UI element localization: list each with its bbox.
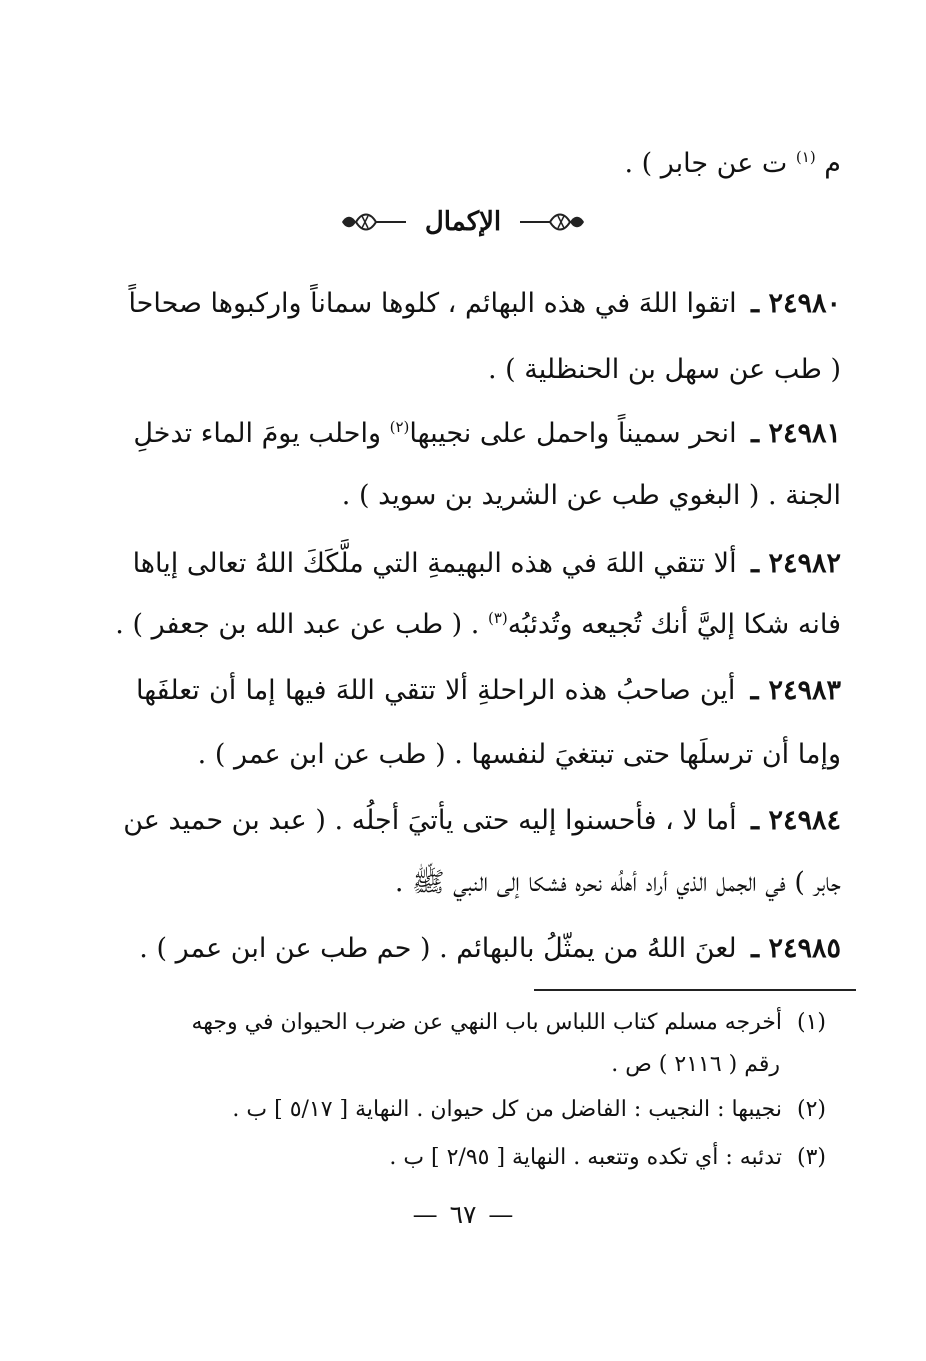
entry-text: لعنَ اللهُ من يمثّلُ بالبهائم . ( حم طب عن ابن عمر ) . <box>139 933 737 964</box>
continuation-marker: م <box>824 148 841 179</box>
footnote-separator <box>534 989 856 991</box>
entry-text: الجنة . ( البغوي طب عن الشريد بن سويد ) . <box>341 480 841 511</box>
entry-number: ٢٤٩٨٢ ـ <box>751 548 841 579</box>
entry-24980-line-1 <box>128 284 841 324</box>
entry-24981-line-1 <box>133 414 841 454</box>
entry-text: فانه شكا إليَّ أنك تُجيعه وتُدئبُه <box>507 609 841 640</box>
footnote-number: (٢) <box>796 1097 826 1122</box>
entry-text: انحر سميناً واحمل على نجيبها <box>409 418 737 449</box>
page-number-value: ٦٧ <box>449 1200 477 1229</box>
entry-text: أما لا ، فأحسنوا إليه حتى يأتيَ أجلُه . ( عبد بن حميد عن <box>123 805 737 836</box>
continuation-line <box>136 144 841 184</box>
footnote-text: تدئبه : أي تكده وتتعبه . النهاية [ ٢/٩٥ ] ب . <box>389 1145 782 1170</box>
entry-24984-line-2 <box>136 863 841 903</box>
entry-text: اتقوا اللهَ في هذه البهائم ، كلوها سماناً واركبوها صحاحاً <box>128 288 737 319</box>
entry-24982-line-2 <box>115 605 841 645</box>
entry-24985-line-1 <box>136 929 841 969</box>
entry-text: . ( طب عن عبد الله بن جعفر ) . <box>115 609 480 640</box>
entry-24980-line-2 <box>136 350 841 390</box>
entry-number: ٢٤٩٨١ ـ <box>751 418 841 449</box>
entry-24982-line-1 <box>132 544 841 584</box>
continuation-text: ت عن جابر ) . <box>624 148 788 179</box>
entry-number: ٢٤٩٨٠ ـ <box>751 288 841 319</box>
footnote-text: رقم ( ٢١١٦ ) ص . <box>611 1052 780 1077</box>
entry-24981-line-2 <box>136 476 841 516</box>
footnote-number: (٣) <box>796 1145 826 1170</box>
entry-number: ٢٤٩٨٣ ـ <box>750 675 841 706</box>
entry-24984-line-1 <box>123 801 841 841</box>
entry-text: واحلب يومَ الماء تدخلِ <box>133 418 382 449</box>
entry-text: وإما أن ترسلَها حتى تبتغيَ لنفسها . ( طب عن ابن عمر ) . <box>197 739 841 770</box>
footnote-number: (١) <box>796 1010 826 1035</box>
footnote-ref-1: (١) <box>795 148 816 166</box>
footnote-ref-3: (٣) <box>487 609 508 627</box>
ornament-left-icon <box>340 210 406 234</box>
entry-number: ٢٤٩٨٥ ـ <box>751 933 841 964</box>
entry-number: ٢٤٩٨٤ ـ <box>751 805 841 836</box>
entry-24983-line-2 <box>136 735 841 775</box>
entry-text: جابر ) في الجمل الذي أراد أهلُه نحره فشكا إلى النبي ﷺ . <box>394 867 841 898</box>
footnote-2 <box>146 1093 826 1127</box>
section-title: الإكمال <box>424 207 502 237</box>
footnote-text: أخرجه مسلم كتاب اللباس باب النهي عن ضرب الحيوان في وجهه <box>191 1010 782 1035</box>
footnote-3 <box>146 1141 826 1175</box>
entry-text: ألا تتقي اللهَ في هذه البهيمةِ التي ملَّكَكَ اللهُ تعالى إياها <box>132 548 737 579</box>
footnote-1-line-1 <box>146 1006 826 1040</box>
footnote-1-line-2 <box>100 1048 780 1082</box>
page-number: —٦٧— <box>412 1200 514 1229</box>
section-heading <box>0 207 926 251</box>
footnote-ref-2: (٢) <box>389 418 410 436</box>
entry-24983-line-1 <box>136 671 841 711</box>
footnote-text: نجيبها : النجيب : الفاضل من كل حيوان . النهاية [ ٥/١٧ ] ب . <box>232 1097 782 1122</box>
entry-text: ( طب عن سهل بن الحنظلية ) . <box>488 354 841 385</box>
ornament-right-icon <box>520 210 586 234</box>
entry-text: أين صاحبُ هذه الراحلةِ ألا تتقي اللهَ فيها إما أن تعلفَها <box>136 675 736 706</box>
